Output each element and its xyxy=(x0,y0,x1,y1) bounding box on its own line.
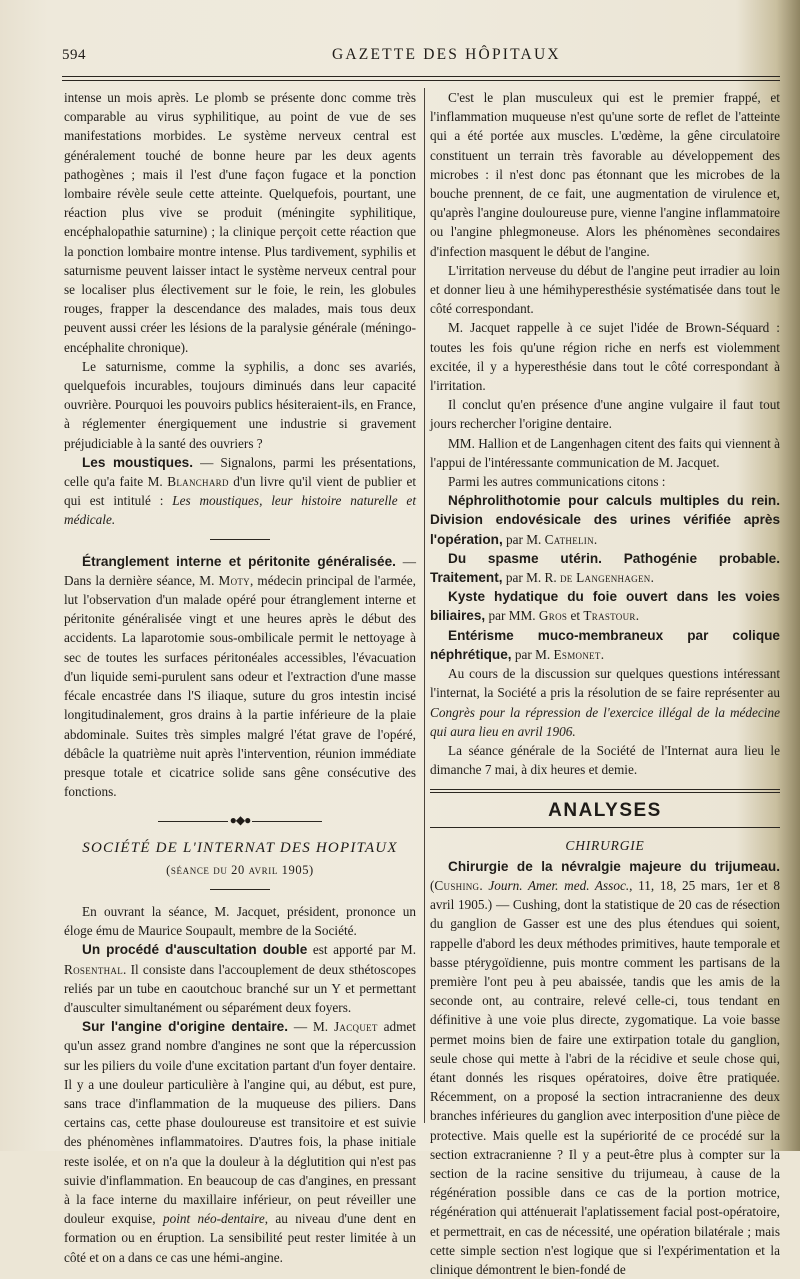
text-fragment: — M. xyxy=(288,1019,334,1035)
author-jacquet: Jacquet xyxy=(333,1019,378,1035)
heading-moustiques: Les moustiques. xyxy=(82,454,194,470)
section-date: (séance du 20 avril 1905) xyxy=(166,862,314,877)
author-rosenthal: Rosenthal xyxy=(64,961,124,977)
text-fragment: , au niveau d'une dent en formation ou en éruption. La sensibilité peut rester limitée à un côté et on a dans ce cas une hémi-angine. xyxy=(64,1211,416,1265)
communication-spasme: Du spasme utérin. Pathogénie probable. Traitement, par M. R. de Langenhagen. xyxy=(430,550,780,586)
text-fragment: est apporté par M. xyxy=(307,942,417,958)
paragraph-ouverture: En ouvrant la séance, M. Jacquet, président, prononce un éloge ému de Maurice Soupault, membre de la Société. xyxy=(64,903,416,939)
text-fragment: — Signalons, parmi les présentations, celle qu'a faite M. xyxy=(64,454,416,490)
author-langenhagen: de Langenhagen xyxy=(559,570,651,586)
paragraph-citons: Parmi les autres communications citons : xyxy=(448,474,666,490)
term-point-neo-dentaire: point néo-dentaire xyxy=(162,1211,265,1227)
analysis-body: — Cushing, dont la statistique de 20 cas de résection du ganglion de Gasser est une des plus étendues qui soient, rappelle d'abord les deux méthodes primitives, haute temporale et basse ptérygoïdienne, puis montre comment les partisans de la première l'ont peu à peu abaissée, tandis que les amis de la seconde ont, au contraire, relevé celle-ci, tous tendant en définitive à une voie plus directe, zygomatique. La voie basse permet moins bien de faire une extirpation totale du ganglion, seule chose qui mette à l'abri de la récidive et seule chose qui, étant donnés les risques opératoires, doive être pratiquée. Récemment, on a proposé la section intracranienne des deux branches inférieures du ganglion avec interposition d'une pièce de protective. Mais quelle est la supériorité de ce procédé sur la section extracranienne ? Il y a peut-être plus à compter sur la section de la racine sensitive du trijumeau, à cause de la régénération possible dans ce cas de la portion motrice, régénération qui atténuerait l'aplatissement facial post-opératoire, et permettrait, en cas de nécessité, une opération bilatérale ; mais cette simple section n'est logique que si l'expérimentation et la clinique démontrent le bien-fondé de xyxy=(430,897,780,1277)
text-fragment: par MM. xyxy=(485,608,539,624)
congress-title: Congrès pour la répression de l'exercice illégal de la médecine qui aura lieu en avril 1906. xyxy=(430,704,780,739)
journal-title: GAZETTE DES HÔPITAUX xyxy=(332,46,561,63)
short-rule xyxy=(210,889,270,890)
paragraph-auscultation xyxy=(64,940,416,1017)
paragraph-angine xyxy=(64,1017,416,1267)
heading-enterisme: Entérisme muco-membraneux par colique néphrétique, xyxy=(430,627,780,662)
communication-nephrolithotomie: Néphrolithotomie pour calculs multiples du rein. Division endovésicale des urines vérifiée après l'opération, par M. Cathelin. xyxy=(430,493,780,547)
paragraph-moustiques xyxy=(64,453,416,530)
ornamental-divider: ●◆● xyxy=(64,811,416,830)
book-title: Les moustiques, leur histoire naturelle et médicale. xyxy=(64,493,416,528)
right-column xyxy=(430,88,781,1277)
heading-trijumeau: Chirurgie de la névralgie majeure du trijumeau. xyxy=(448,858,780,874)
heading-spasme: Du spasme utérin. Pathogénie probable. Traitement, xyxy=(430,550,780,586)
author-esmonet: Esmonet xyxy=(553,646,601,662)
paragraph-brown-sequard: M. Jacquet rappelle à ce sujet l'idée de Brown-Séquard : toutes les fois qu'une région riche en nerfs est violemment excitée, il y a hyperesthésie dans tout le côté correspondant à l'irritation. xyxy=(430,320,780,394)
page-number: 594 xyxy=(62,47,86,63)
header-rule-second xyxy=(62,80,780,81)
text-fragment: par M. xyxy=(502,531,545,547)
journal-reference: Journ. Amer. med. Assoc. xyxy=(488,877,630,893)
text-fragment: Au cours de la discussion sur quelques questions intéressant l'internat, la Société a pris la résolution de se faire représenter au xyxy=(430,666,780,701)
header-rule xyxy=(62,76,780,77)
author-trastour: Trastour xyxy=(583,608,636,624)
text-fragment: ( xyxy=(430,877,435,893)
paragraph-etranglement xyxy=(64,552,416,802)
text-fragment: — Dans la dernière séance, M. xyxy=(64,553,417,588)
text-fragment: . Il consiste dans l'accouplement de deux sthétoscopes reliés par un tube en caoutchouc branché sur un Y et permettant d'ausculter simultanément ou séparément deux foyers. xyxy=(64,961,416,1015)
author-moty: Moty xyxy=(218,572,250,588)
section-title-internat: SOCIÉTÉ DE L'INTERNAT DES HOPITAUX xyxy=(82,839,398,856)
text-fragment: par M. xyxy=(511,646,554,662)
paragraph-irritation: L'irritation nerveuse du début de l'angine peut irradier au loin et donner lieu à une hémihyperesthésie systématisée dans tout le côté correspondant. xyxy=(430,262,780,317)
text-fragment: et xyxy=(567,608,584,624)
paragraph-seance-generale: La séance générale de la Société de l'Internat aura lieu le dimanche 7 mai, à dix heures et demie. xyxy=(430,742,780,778)
paragraph-hallion: MM. Hallion et de Langenhagen citent des faits qui viennent à l'appui de l'intéressante communication de M. Jacquet. xyxy=(430,435,780,470)
paragraph-saturnisme: Le saturnisme, comme la syphilis, a donc ses avariés, quelquefois incurables, toujours diminués dans leur capacité ouvrière. Pourquoi les pouvoirs publics hésiteraient-ils, en France, à réglementer énergiquement une industrie si gravement préjudiciable à la santé des ouvriers ? xyxy=(64,358,416,451)
short-rule xyxy=(210,539,270,540)
paragraph-congres xyxy=(430,664,780,741)
paragraph-plan-musculeux: C'est le plan musculeux qui est le premier frappé, et l'inflammation muqueuse n'est qu'une sorte de reflet de l'atteinte qui a été portée aux muscles. L'œdème, la gêne circulatoire constituent un terrain très favorable au développement des microbes : il n'est donc pas étonnant que les microbes de la bouche prennent, de ce fait, une augmentation de virulence et, qu'après l'angine douloureuse pure, vienne l'angine inflammatoire ou l'angine phlegmoneuse. Alors les phénomènes secondaires d'infection masquent le début de l'angine. xyxy=(430,90,780,259)
text-fragment: par M. R. xyxy=(502,570,560,586)
heading-nephrolithotomie: Néphrolithotomie pour calculs multiples du rein. Division endovésicale des urines vérifiée après l'opération, xyxy=(430,493,780,547)
heading-kyste: Kyste hydatique du foie ouvert dans les voies biliaires, xyxy=(430,589,780,624)
text-fragment: d'un livre qu'il vient de publier et qui est intitulé : xyxy=(64,474,417,509)
analyses-rule xyxy=(430,827,780,828)
heading-angine: Sur l'angine d'origine dentaire. xyxy=(82,1019,288,1035)
author-cathelin: Cathelin xyxy=(544,531,594,547)
double-rule xyxy=(430,789,780,793)
text-fragment: . xyxy=(479,877,489,893)
left-column xyxy=(64,88,417,1265)
communication-enterisme: Entérisme muco-membraneux par colique néphrétique, par M. Esmonet. xyxy=(430,627,780,662)
author-gros: Gros xyxy=(538,608,568,624)
analysis-trijumeau xyxy=(430,857,780,1279)
text-fragment: , 11, 18, 25 mars, 1er et 8 avril 1905.) xyxy=(430,877,781,913)
heading-auscultation: Un procédé d'auscultation double xyxy=(82,942,308,958)
paragraph-conclusion: Il conclut qu'en présence d'une angine vulgaire il faut tout jours rechercher l'origine dentaire. xyxy=(430,397,780,432)
text-fragment: admet qu'un assez grand nombre d'angines ne sont que la répercussion sur les piliers du voile d'une excitation partant d'un foyer dentaire. Il y a une douleur particulière à l'angine qui, au début, est pure, sans trace d'inflammation de la muqueuse des piliers. Dans certains cas, cette phase douloureuse est transitoire et est suivie des phénomènes inflammatoires. D'autres fois, la phase initiale reste isolée, et on n'a que la douleur à la déglutition qui n'est pas suivie d'inflammation. En beaucoup de cas d'angines, en pressant à la face interne du maxillaire inférieur, on peut réveiller une douleur exquise, xyxy=(64,1019,416,1227)
paragraph-plomb: intense un mois après. Le plomb se présente donc comme très comparable au virus syphilitique, au point de vue de ses manifestations morbides. Le système nerveux central est généralement touché de bonne heure par les deux agents pathogènes ; mais il l'est d'une façon fugace et la ponction lombaire révèle seule cette atteinte. Quelquefois, pourtant, une réaction plus vive se produit (méningite syphilitique, encéphalopathie saturnine) ; la clinique perçoit cette réaction que la ponction lombaire montre intense. Plus tardivement, syphilis et saturnisme peuvent laisser intact le système nerveux central pour se localiser plus électivement sur le foie, le rein, les globules rouges, frapper la descendance des malades, mais tous deux peuvent aussi créer les lésions de la paralysie générale (méningo-encéphalite chronique). xyxy=(64,90,416,355)
chirurgie-heading: CHIRURGIE xyxy=(565,837,645,853)
communication-kyste: Kyste hydatique du foie ouvert dans les voies biliaires, par MM. Gros et Trastour. xyxy=(430,589,780,624)
column-divider xyxy=(424,88,425,1123)
page-header xyxy=(62,44,792,68)
analyses-heading: ANALYSES xyxy=(548,800,662,822)
heading-etranglement: Étranglement interne et péritonite généralisée. xyxy=(82,553,396,569)
author-blanchard: Blanchard xyxy=(167,474,229,490)
author-cushing: Cushing xyxy=(434,877,480,893)
text-fragment: , médecin principal de l'armée, lut l'observation d'un malade opéré pour étranglement interne et péritonite généralisée vingt et une heures après le début des accidents. La laparotomie sous-ombilicale permit le nettoyage à sec de toutes les surfaces péritonéales accessibles, l'évacuation d'un liquide semi-purulent sans odeur et l'extraction d'une masse fécale encastrée dans l'S iliaque, suture du gros intestin incisé longitudinalement, gros drains à la partie inférieure de la plaie abdominale. Suites très simples malgré l'état grave de l'opéré, débâcle la quatrième nuit après l'intervention, réunion immédiate presque totale et cicatrice solide sans gêne consécutive des fonctions. xyxy=(64,572,416,800)
